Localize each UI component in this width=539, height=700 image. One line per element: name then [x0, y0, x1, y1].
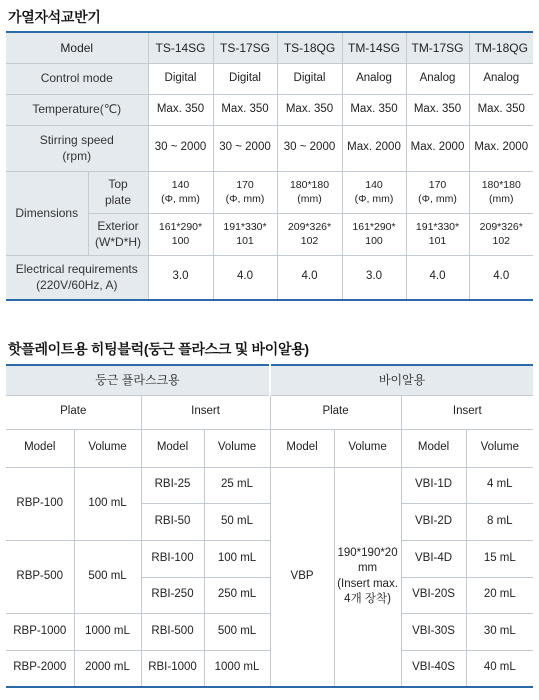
- value-cell: 30 ~ 2000: [277, 125, 342, 171]
- insert-model-cell: VBI-30S: [401, 613, 466, 650]
- group-vial: 바이알용: [270, 365, 533, 395]
- insert-volume-cell: 15 mL: [466, 540, 533, 577]
- insert-model-cell: RBI-250: [141, 577, 204, 613]
- plate-header: Plate: [270, 395, 401, 429]
- value-cell: Analog: [406, 63, 469, 94]
- model-header: Model: [141, 429, 204, 467]
- value-cell: 140 (Φ, mm): [148, 171, 213, 213]
- plate-volume-cell: 100 mL: [74, 467, 141, 540]
- value-cell: 4.0: [469, 255, 533, 300]
- insert-volume-cell: 250 mL: [204, 577, 270, 613]
- table-row: [6, 467, 533, 503]
- group-header-row: [6, 365, 533, 395]
- plate-model-cell: RBP-100: [6, 467, 74, 540]
- model-header: Model: [270, 429, 334, 467]
- value-cell: Digital: [148, 63, 213, 94]
- insert-volume-cell: 500 mL: [204, 613, 270, 650]
- value-cell: 191*330* 101: [213, 213, 277, 255]
- value-cell: Analog: [469, 63, 533, 94]
- subgroup-row: [6, 395, 533, 429]
- plate-volume-cell: 1000 mL: [74, 613, 141, 650]
- section-title-stirrer: 가열자석교반기: [8, 9, 101, 25]
- plate-model-cell: RBP-2000: [6, 650, 74, 687]
- value-cell: 161*290* 100: [148, 213, 213, 255]
- value-cell: 4.0: [277, 255, 342, 300]
- insert-header: Insert: [141, 395, 270, 429]
- value-cell: 180*180 (mm): [277, 171, 342, 213]
- insert-volume-cell: 100 mL: [204, 540, 270, 577]
- electrical-row: [6, 255, 533, 300]
- value-cell: Max. 2000: [406, 125, 469, 171]
- insert-volume-cell: 8 mL: [466, 503, 533, 540]
- electrical-label: Electrical requirements (220V/60Hz, A): [6, 255, 148, 300]
- value-cell: 140 (Φ, mm): [342, 171, 406, 213]
- insert-model-cell: VBI-1D: [401, 467, 466, 503]
- value-cell: 161*290* 100: [342, 213, 406, 255]
- value-cell: 30 ~ 2000: [213, 125, 277, 171]
- value-cell: Max. 2000: [342, 125, 406, 171]
- heating-block-table: [6, 364, 533, 688]
- top-plate-label: Top plate: [88, 171, 148, 213]
- value-cell: Digital: [213, 63, 277, 94]
- value-cell: Max. 350: [148, 94, 213, 125]
- insert-volume-cell: 25 mL: [204, 467, 270, 503]
- value-cell: Max. 350: [406, 94, 469, 125]
- insert-model-cell: VBI-2D: [401, 503, 466, 540]
- dimensions-label: Dimensions: [6, 171, 88, 255]
- value-cell: 4.0: [406, 255, 469, 300]
- value-cell: Digital: [277, 63, 342, 94]
- control-mode-row: [6, 63, 533, 94]
- insert-model-cell: RBI-25: [141, 467, 204, 503]
- header-row: [6, 32, 533, 63]
- temperature-row: [6, 94, 533, 125]
- model-header: Model: [401, 429, 466, 467]
- section-title-heating-block: 핫플레이트용 히팅블럭(둥근 플라스크 및 바이알용): [8, 341, 309, 357]
- insert-volume-cell: 20 mL: [466, 577, 533, 613]
- stirrer-spec-table: [6, 31, 533, 301]
- value-cell: 3.0: [342, 255, 406, 300]
- plate-header: Plate: [6, 395, 141, 429]
- value-cell: 209*326* 102: [469, 213, 533, 255]
- insert-model-cell: VBI-40S: [401, 650, 466, 687]
- exterior-label: Exterior (W*D*H): [88, 213, 148, 255]
- model-cell: TS-14SG: [148, 32, 213, 63]
- column-header-row: [6, 429, 533, 467]
- value-cell: 30 ~ 2000: [148, 125, 213, 171]
- value-cell: Max. 350: [342, 94, 406, 125]
- value-cell: Analog: [342, 63, 406, 94]
- volume-header: Volume: [204, 429, 270, 467]
- value-cell: 209*326* 102: [277, 213, 342, 255]
- value-cell: 3.0: [148, 255, 213, 300]
- insert-volume-cell: 1000 mL: [204, 650, 270, 687]
- insert-model-cell: VBI-4D: [401, 540, 466, 577]
- plate-model-cell: RBP-1000: [6, 613, 74, 650]
- model-header: Model: [6, 429, 74, 467]
- value-cell: 170 (Φ, mm): [213, 171, 277, 213]
- model-header: Model: [6, 32, 148, 63]
- vbp-model-cell: VBP: [270, 467, 334, 687]
- value-cell: 4.0: [213, 255, 277, 300]
- plate-volume-cell: 2000 mL: [74, 650, 141, 687]
- value-cell: 180*180 (mm): [469, 171, 533, 213]
- insert-model-cell: VBI-20S: [401, 577, 466, 613]
- value-cell: Max. 350: [277, 94, 342, 125]
- insert-model-cell: RBI-500: [141, 613, 204, 650]
- control-mode-label: Control mode: [6, 63, 148, 94]
- value-cell: Max. 350: [469, 94, 533, 125]
- value-cell: 191*330* 101: [406, 213, 469, 255]
- table-row: [6, 540, 533, 577]
- dimensions-top-plate-row: [6, 171, 533, 213]
- insert-volume-cell: 4 mL: [466, 467, 533, 503]
- table-row: [6, 650, 533, 687]
- group-round-flask: 둥근 플라스크용: [6, 365, 270, 395]
- model-cell: TM-18QG: [469, 32, 533, 63]
- vbp-volume-cell: 190*190*20 mm (Insert max. 4개 장착): [334, 467, 401, 687]
- stirring-speed-label: Stirring speed (rpm): [6, 125, 148, 171]
- insert-model-cell: RBI-50: [141, 503, 204, 540]
- insert-model-cell: RBI-100: [141, 540, 204, 577]
- model-cell: TS-18QG: [277, 32, 342, 63]
- insert-volume-cell: 40 mL: [466, 650, 533, 687]
- volume-header: Volume: [74, 429, 141, 467]
- temperature-label: Temperature(℃): [6, 94, 148, 125]
- value-cell: Max. 2000: [469, 125, 533, 171]
- volume-header: Volume: [466, 429, 533, 467]
- volume-header: Volume: [334, 429, 401, 467]
- insert-model-cell: RBI-1000: [141, 650, 204, 687]
- model-cell: TS-17SG: [213, 32, 277, 63]
- model-cell: TM-14SG: [342, 32, 406, 63]
- insert-volume-cell: 30 mL: [466, 613, 533, 650]
- model-cell: TM-17SG: [406, 32, 469, 63]
- insert-header: Insert: [401, 395, 533, 429]
- stirring-speed-row: [6, 125, 533, 171]
- value-cell: Max. 350: [213, 94, 277, 125]
- value-cell: 170 (Φ, mm): [406, 171, 469, 213]
- plate-volume-cell: 500 mL: [74, 540, 141, 613]
- plate-model-cell: RBP-500: [6, 540, 74, 613]
- insert-volume-cell: 50 mL: [204, 503, 270, 540]
- table-row: [6, 613, 533, 650]
